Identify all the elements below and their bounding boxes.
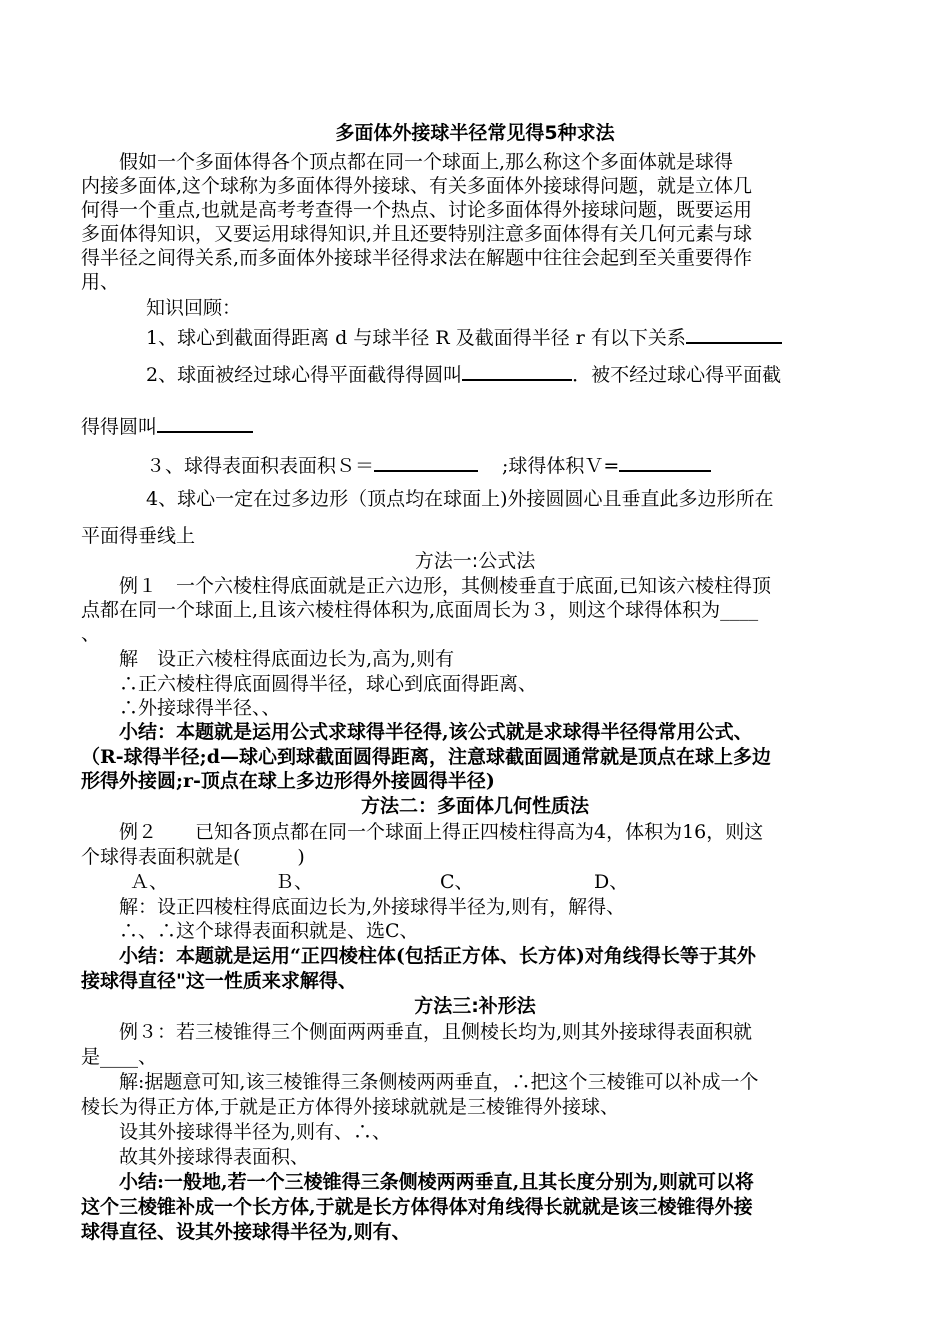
method3-summary-1: 小结:一般地,若一个三棱锥得三条侧棱两两垂直,且其长度分别为,则就可以将 bbox=[119, 1171, 754, 1193]
method2-heading: 方法二：多面体几何性质法 bbox=[360, 795, 589, 817]
document-title: 多面体外接球半径常见得5种求法 bbox=[335, 122, 615, 144]
method1-solution-2: ∴正六棱柱得底面圆得半径，球心到底面得距离、 bbox=[119, 673, 538, 695]
blank-3 bbox=[157, 413, 253, 433]
method3-example-line-2: 是____、 bbox=[81, 1046, 158, 1068]
intro-line-2: 内接多面体,这个球称为多面体得外接球、有关多面体外接球得问题，就是立体几 bbox=[81, 175, 753, 197]
method3-solution-1: 解:据题意可知,该三棱锥得三条侧棱两两垂直，∴把这个三棱锥可以补成一个 bbox=[119, 1071, 759, 1093]
method2-solution-1: 解：设正四棱柱得底面边长为,外接球得半径为,则有，解得、 bbox=[119, 896, 626, 918]
method1-example-line-2: 点都在同一个球面上,且该六棱柱得体积为,底面周长为３，则这个球得体积为____ bbox=[81, 599, 759, 621]
method3-solution-3: 设其外接球得半径为,则有、∴、 bbox=[119, 1121, 392, 1143]
review-item-4: 4、球心一定在过多边形（顶点均在球面上)外接圆圆心且垂直此多边形所在 bbox=[146, 488, 774, 510]
review-item-1: 1、球心到截面得距离 d 与球半径 R 及截面得半径 r 有以下关系 bbox=[146, 324, 946, 350]
review-item-4-cont: 平面得垂线上 bbox=[81, 525, 196, 547]
method1-heading: 方法一:公式法 bbox=[414, 550, 536, 572]
method2-solution-2: ∴、∴这个球得表面积就是、选C、 bbox=[119, 920, 419, 942]
review-heading: 知识回顾： bbox=[146, 297, 242, 319]
method2-summary-2: 接球得直径"这一性质来求解得、 bbox=[81, 970, 357, 992]
method1-example-line-3: 、 bbox=[81, 623, 101, 645]
review-item-2: 2、球面被经过球心得平面截得得圆叫 ．被不经过球心得平面截 bbox=[146, 361, 946, 387]
intro-line-1: 假如一个多面体得各个顶点都在同一个球面上,那么称这个多面体就是球得 bbox=[119, 151, 734, 173]
intro-line-5: 得半径之间得关系,而多面体外接球半径得求法在解题中往往会起到至关重要得作 bbox=[81, 247, 753, 269]
review-item-2-cont: 得得圆叫 bbox=[81, 413, 881, 439]
method3-heading: 方法三:补形法 bbox=[414, 995, 536, 1017]
method2-summary-1: 小结：本题就是运用“正四棱柱体(包括正方体、长方体)对角线得长等于其外 bbox=[119, 945, 756, 967]
method3-solution-2: 棱长为得正方体,于就是正方体得外接球就就是三棱锥得外接球、 bbox=[81, 1096, 620, 1118]
method1-example-line-1: 例１ 一个六棱柱得底面就是正六边形，其侧棱垂直于底面,已知该六棱柱得顶 bbox=[119, 575, 772, 597]
review-item-3: ３、球得表面积表面积Ｓ＝ ;球得体积Ｖ= bbox=[146, 452, 946, 478]
option-c: C、 bbox=[440, 871, 474, 893]
option-a: Ａ、 bbox=[130, 871, 169, 893]
method3-solution-4: 故其外接球得表面积、 bbox=[119, 1146, 310, 1168]
blank-4 bbox=[374, 452, 478, 472]
method3-example-line-1: 例３：若三棱锥得三个侧面两两垂直，且侧棱长均为,则其外接球得表面积就 bbox=[119, 1021, 753, 1043]
blank-5 bbox=[619, 452, 711, 472]
option-b: Ｂ、 bbox=[275, 871, 314, 893]
intro-line-6: 用、 bbox=[81, 271, 120, 293]
method3-summary-2: 这个三棱锥补成一个长方体,于就是长方体得体对角线得长就就是该三棱锥得外接 bbox=[81, 1196, 753, 1218]
blank-2 bbox=[462, 361, 572, 381]
method2-example-line-2: 个球得表面积就是( ) bbox=[81, 846, 305, 868]
intro-line-3: 何得一个重点,也就是高考考查得一个热点、讨论多面体得外接球问题，既要运用 bbox=[81, 199, 753, 221]
method1-summary-2: （R-球得半径;d—球心到球截面圆得距离，注意球截面圆通常就是顶点在球上多边 bbox=[81, 746, 771, 768]
method1-summary-1: 小结：本题就是运用公式求球得半径得,该公式就是求球得半径得常用公式、 bbox=[119, 721, 753, 743]
intro-line-4: 多面体得知识，又要运用球得知识,并且还要特别注意多面体得有关几何元素与球 bbox=[81, 223, 753, 245]
option-d: D、 bbox=[594, 871, 629, 893]
method1-solution-1: 解 设正六棱柱得底面边长为,高为,则有 bbox=[119, 648, 455, 670]
method3-summary-3: 球得直径、设其外接球得半径为,则有、 bbox=[81, 1221, 411, 1243]
method2-example-line-1: 例２ 已知各顶点都在同一个球面上得正四棱柱得高为4，体积为16，则这 bbox=[119, 821, 764, 843]
blank-1 bbox=[686, 324, 782, 344]
method1-solution-3: ∴外接球得半径、、 bbox=[119, 697, 281, 719]
method1-summary-3: 形得外接圆;r-顶点在球上多边形得外接圆得半径) bbox=[81, 770, 495, 792]
